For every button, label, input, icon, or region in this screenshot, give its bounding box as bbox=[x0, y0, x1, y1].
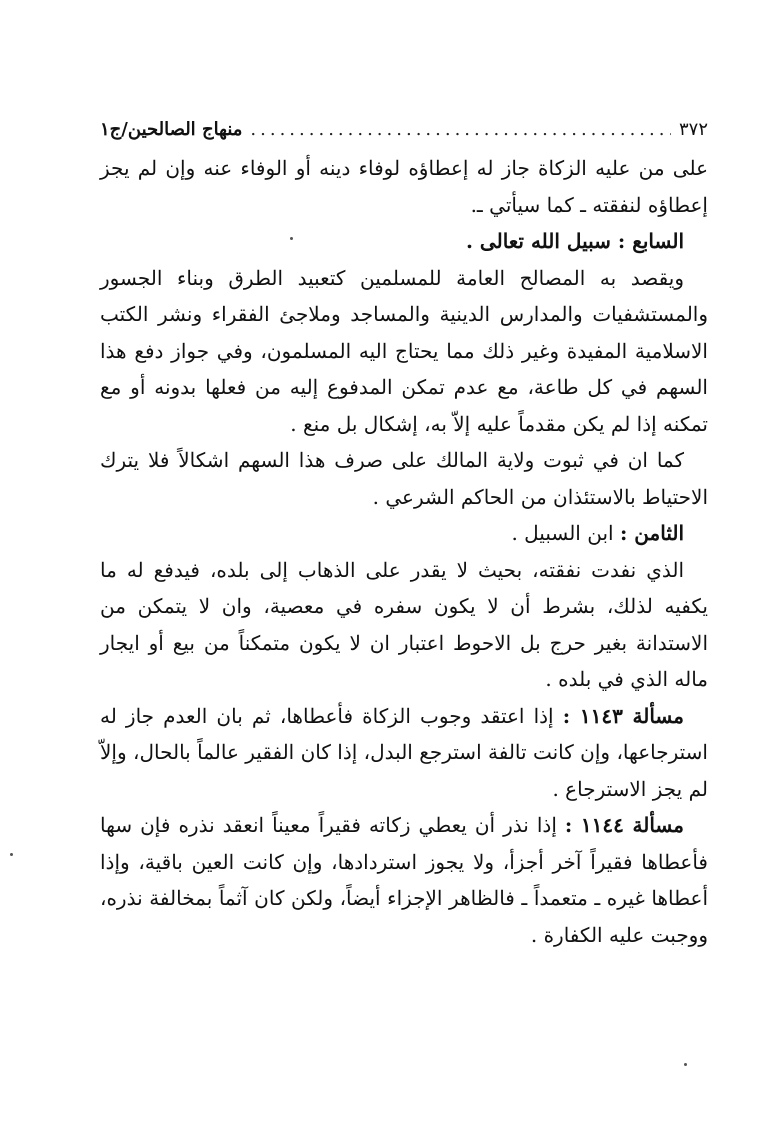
section-heading-seventh bbox=[100, 223, 708, 260]
masala-label: مسألة ١١٤٣ : bbox=[562, 703, 684, 728]
page-body bbox=[100, 150, 708, 953]
scan-speck bbox=[10, 853, 13, 856]
header-dot-leader bbox=[250, 119, 671, 140]
heading-text: ابن السبيل . bbox=[511, 521, 620, 545]
paragraph-caution: كما ان في ثبوت ولاية المالك على صرف هذا السهم اشكالاً فلا يترك الاحتياط بالاستئذان من الحاكم الشرعي . bbox=[100, 448, 708, 509]
page-header bbox=[100, 112, 708, 146]
masala-1143 bbox=[100, 698, 708, 808]
masala-text: إذا اعتقد وجوب الزكاة فأعطاها، ثم بان العدم جاز له استرجاعها، وإن كانت تالفة استرجع البدل، إذا كان الفقير عالماً بالحال، وإلاّ لم يجز الاسترجاع . bbox=[100, 703, 708, 801]
page-number: ٣٧٢ bbox=[678, 118, 708, 140]
masala-label: مسألة ١١٤٤ : bbox=[564, 813, 684, 837]
masala-1144 bbox=[100, 807, 708, 953]
scan-speck bbox=[290, 237, 293, 240]
running-title: منهاج الصالحين/ج١ bbox=[100, 118, 243, 140]
masala-text: إذا نذر أن يعطي زكاته فقيراً معيناً انعقد نذره فإن سها فأعطاها فقيراً آخر أجزأ، ولا يجوز استردادها، وإن كانت العين باقية، وإذا أعطاها غيره ـ متعمداً ـ فالظاهر الإجزاء أيضاً، ولكن كان آثماً بمخالفة نذره، ووجبت عليه الكفارة . bbox=[100, 813, 708, 947]
scan-speck bbox=[684, 1063, 687, 1066]
section-heading-eighth bbox=[100, 515, 708, 552]
heading-text: السابع : سبيل الله تعالى . bbox=[466, 229, 684, 253]
heading-label: الثامن : bbox=[619, 521, 684, 545]
paragraph-continuation: على من عليه الزكاة جاز له إعطاؤه لوفاء دينه أو الوفاء عنه وإن لم يجز إعطاؤه لنفقته ـ كما سيأتي ـ. bbox=[100, 156, 708, 217]
paragraph-seventh-desc: ويقصد به المصالح العامة للمسلمين كتعبيد الطرق وبناء الجسور والمستشفيات والمدارس الدينية والمساجد وملاجئ الفقراء ونشر الكتب الاسلامية المفيدة وغير ذلك مما يحتاج اليه المسلمون، وفي جواز دفع هذا السهم في كل طاعة، مع عدم تمكن المدفوع إليه من فعلها بدونه أو مع تمكنه إذا لم يكن مقدماً عليه إلاّ به، إشكال بل منع . bbox=[100, 265, 708, 436]
paragraph-eighth-desc: الذي نفدت نفقته، بحيث لا يقدر على الذهاب إلى بلده، فيدفع له ما يكفيه لذلك، بشرط أن لا يكون سفره في معصية، وان لا يتمكن من الاستدانة بغير حرج بل الاحوط اعتبار ان لا يكون متمكناً من بيع أو ايجار ماله الذي في بلده . bbox=[100, 557, 708, 691]
